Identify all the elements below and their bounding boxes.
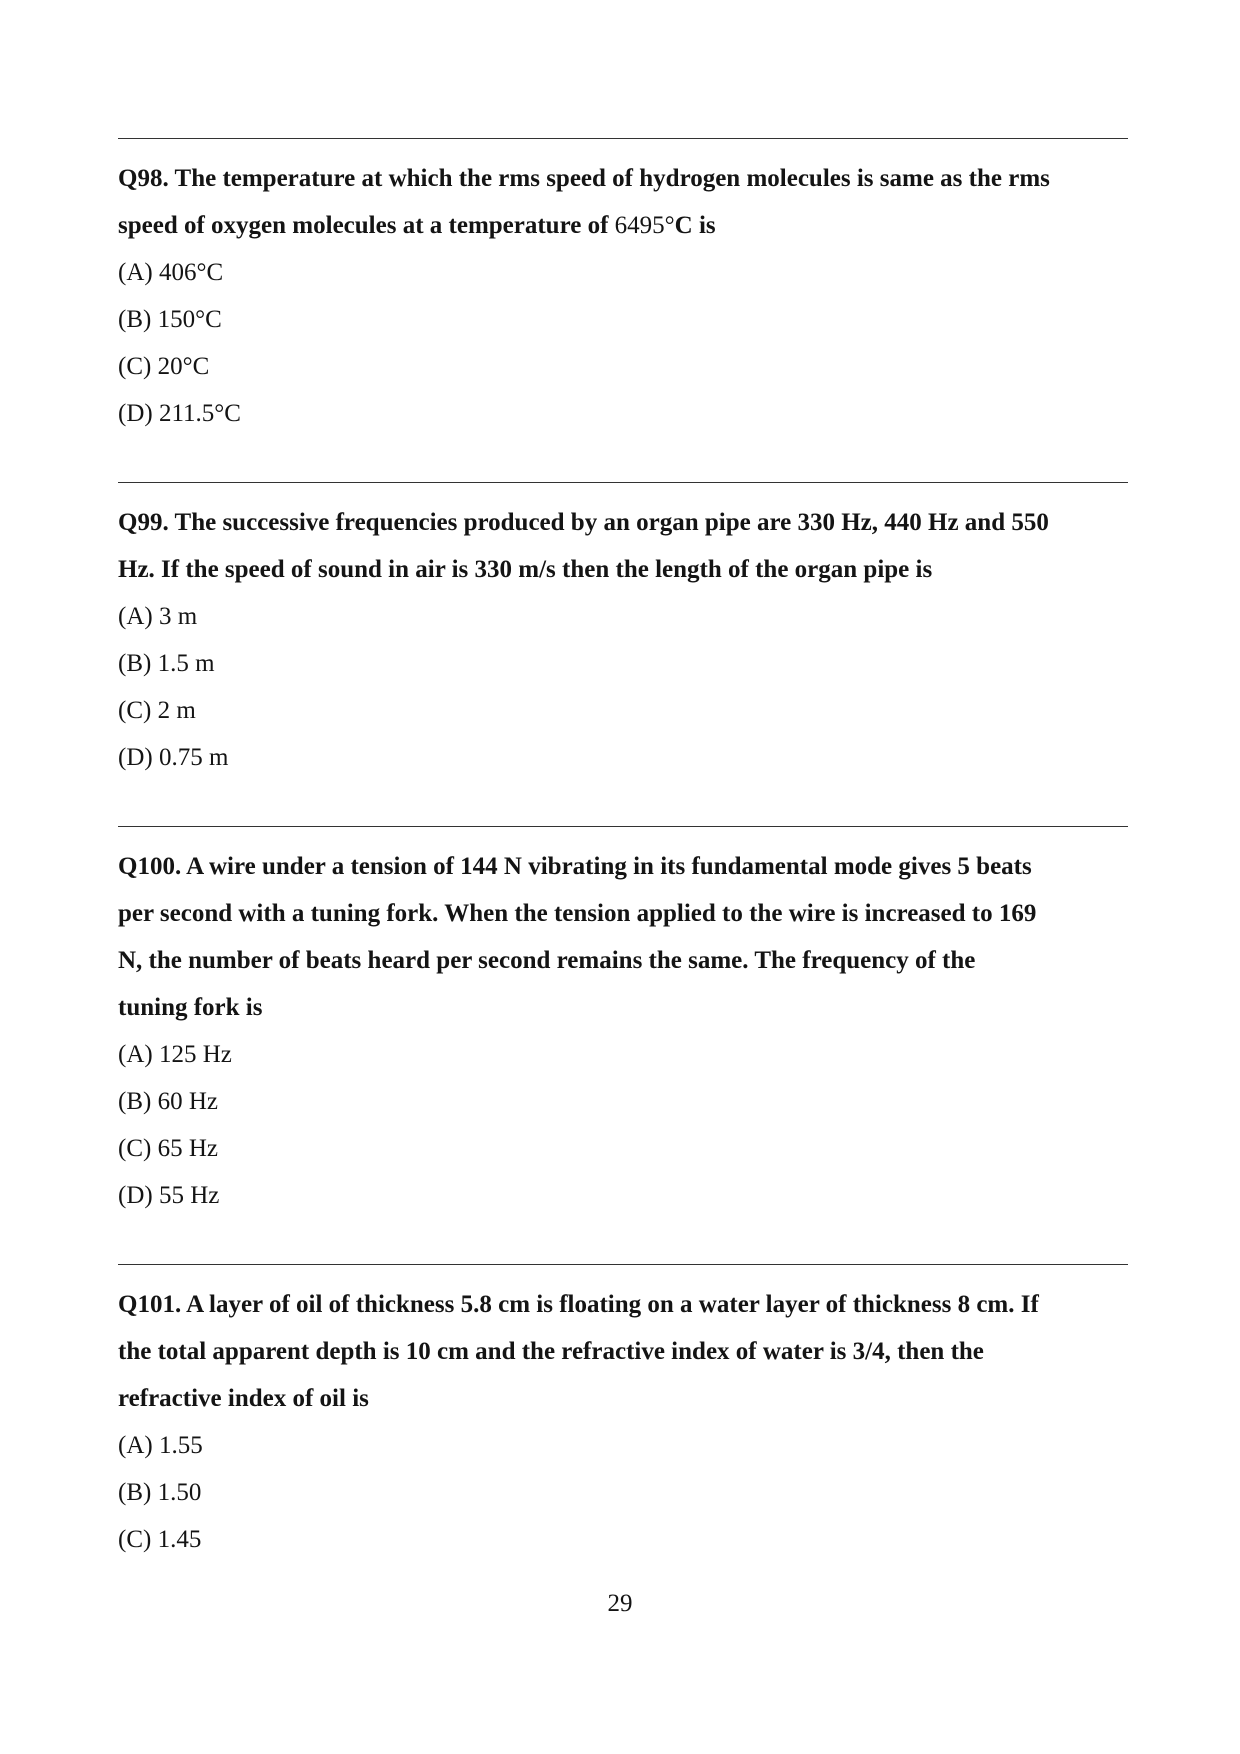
- option-b: (B) 1.5 m: [118, 650, 215, 677]
- question-number: Q100.: [118, 853, 182, 880]
- question-text-line: tuning fork is: [118, 994, 263, 1021]
- question-text-line: Hz. If the speed of sound in air is 330 m/s then the length of the organ pipe is: [118, 556, 933, 583]
- question-number: Q101.: [118, 1291, 182, 1318]
- question-divider: [118, 826, 1128, 827]
- question-number: Q98.: [118, 165, 169, 192]
- option-a: (A) 1.55: [118, 1432, 203, 1459]
- option-b: (B) 1.50: [118, 1479, 202, 1506]
- option-c: (C) 1.45: [118, 1526, 202, 1553]
- option-d: (D) 211.5°C: [118, 400, 241, 427]
- question-text-line: Q98. The temperature at which the rms speed of hydrogen molecules is same as the rms: [118, 165, 1050, 192]
- math-value: 6495°: [614, 212, 675, 239]
- question-divider: [118, 1264, 1128, 1265]
- option-d: (D) 55 Hz: [118, 1182, 220, 1209]
- option-c: (C) 20°C: [118, 353, 210, 380]
- option-c: (C) 2 m: [118, 697, 196, 724]
- question-text-line: Q100. A wire under a tension of 144 N vibrating in its fundamental mode gives 5 beats: [118, 853, 1032, 880]
- option-b: (B) 150°C: [118, 306, 222, 333]
- option-b: (B) 60 Hz: [118, 1088, 218, 1115]
- question-q101: [118, 1281, 1128, 1563]
- question-number: Q99.: [118, 509, 169, 536]
- question-text-line: refractive index of oil is: [118, 1385, 369, 1412]
- question-text-line: speed of oxygen molecules at a temperature of 6495°C is: [118, 212, 716, 239]
- question-text-line: per second with a tuning fork. When the tension applied to the wire is increased to 169: [118, 900, 1037, 927]
- question-text-line: Q101. A layer of oil of thickness 5.8 cm is floating on a water layer of thickness 8 cm. If: [118, 1291, 1039, 1318]
- question-text-line: Q99. The successive frequencies produced by an organ pipe are 330 Hz, 440 Hz and 550: [118, 509, 1049, 536]
- question-text-line: N, the number of beats heard per second remains the same. The frequency of the: [118, 947, 976, 974]
- option-a: (A) 3 m: [118, 603, 198, 630]
- option-a: (A) 406°C: [118, 259, 224, 286]
- question-text-line: the total apparent depth is 10 cm and the refractive index of water is 3/4, then the: [118, 1338, 984, 1365]
- page-number: 29: [607, 1590, 633, 1617]
- option-d: (D) 0.75 m: [118, 744, 229, 771]
- question-q100: [118, 843, 1128, 1219]
- option-c: (C) 65 Hz: [118, 1135, 218, 1162]
- question-q99: [118, 499, 1128, 781]
- question-q98: [118, 155, 1128, 437]
- option-a: (A) 125 Hz: [118, 1041, 232, 1068]
- question-divider: [118, 482, 1128, 483]
- question-divider: [118, 138, 1128, 139]
